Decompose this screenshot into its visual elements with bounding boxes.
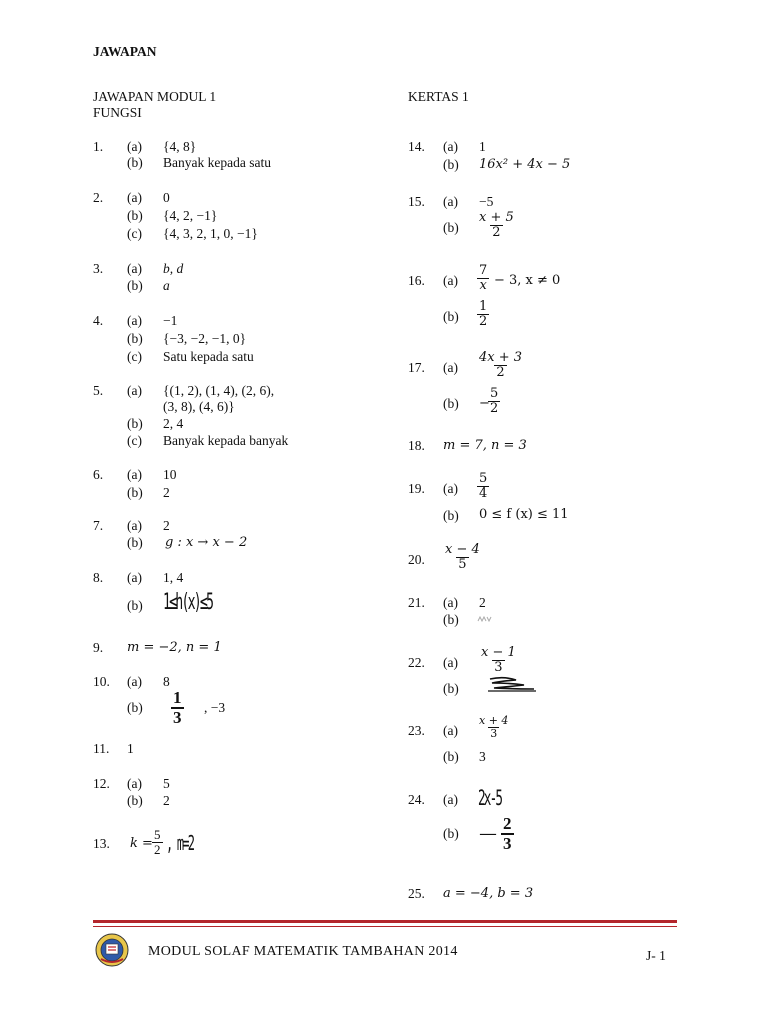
part-label: (b): [127, 700, 143, 715]
fraction-numerator: 5: [490, 386, 499, 401]
fraction-denominator: 5: [458, 557, 467, 572]
fraction-denominator: x: [479, 278, 487, 293]
part-label: (b): [127, 155, 143, 170]
answer: Banyak kepada banyak: [163, 433, 289, 448]
section-subtitle: FUNGSI: [93, 105, 142, 120]
answer: b, d: [163, 261, 184, 276]
fraction-answer: [171, 689, 184, 727]
part-label: (a): [443, 481, 458, 496]
fraction-numerator: x + 4: [479, 714, 509, 727]
part-label: (a): [127, 570, 142, 585]
question-number: 11.: [93, 741, 110, 756]
part-label: (b): [127, 208, 143, 223]
fraction-numerator: 1: [173, 688, 182, 707]
part-label: (b): [127, 416, 143, 431]
fraction-denominator: 4: [479, 486, 488, 501]
footer-title: MODUL SOLAF MATEMATIK TAMBAHAN 2014: [148, 944, 458, 959]
part-label: (b): [443, 749, 459, 764]
question-number: 23.: [408, 723, 425, 738]
fraction-answer: [501, 815, 514, 853]
fraction-denominator: 3: [494, 660, 503, 675]
part-label: (c): [127, 349, 142, 364]
answer: a = −4, b = 3: [443, 886, 534, 901]
fraction-answer: [477, 351, 524, 380]
part-label: (a): [443, 139, 458, 154]
answer: , −3: [204, 700, 226, 715]
answer: 2: [163, 793, 170, 808]
illegible-answer-image: [477, 614, 493, 624]
part-label: (a): [443, 655, 458, 670]
part-label: (b): [443, 612, 459, 627]
question-number: 22.: [408, 655, 425, 670]
scribbled-answer-image: [484, 676, 538, 694]
fraction-denominator: 2: [479, 314, 488, 329]
answer: Banyak kepada satu: [163, 155, 271, 170]
question-number: 19.: [408, 481, 425, 496]
negative-sign: —: [480, 825, 496, 842]
question-number: 17.: [408, 360, 425, 375]
answer: g : x → x − 2: [165, 535, 248, 550]
question-number: 1.: [93, 139, 104, 154]
question-number: 2.: [93, 190, 104, 205]
part-label: (a): [127, 313, 142, 328]
answer: 0 ≤ f (x) ≤ 11: [479, 507, 569, 522]
answer: 1: [127, 741, 134, 756]
part-label: (a): [127, 467, 142, 482]
question-number: 16.: [408, 273, 425, 288]
answer-continued: (3, 8), (4, 6)}: [163, 399, 235, 414]
fraction-answer: [477, 715, 510, 740]
part-label: (a): [127, 674, 142, 689]
part-label: (b): [443, 396, 459, 411]
part-label: (a): [443, 194, 458, 209]
fraction-numerator: x − 4: [445, 542, 480, 557]
answer: {(1, 2), (1, 4), (2, 6),: [163, 383, 275, 398]
answer: 2, 4: [163, 416, 184, 431]
answer: {4, 8}: [163, 139, 197, 154]
answer: 1: [479, 139, 486, 154]
answer: 2: [479, 595, 486, 610]
answer: {−3, −2, −1, 0}: [163, 331, 247, 346]
answer: −5: [479, 194, 494, 209]
part-label: (a): [127, 190, 142, 205]
answer: 2: [163, 518, 170, 533]
fraction-numerator: 4x + 3: [479, 350, 523, 365]
answer: − 3, x ≠ 0: [494, 273, 561, 288]
page-header-title: JAWAPAN: [93, 44, 157, 59]
answer: 10: [163, 467, 177, 482]
page-number: J- 1: [646, 948, 666, 963]
part-label: (b): [127, 793, 143, 808]
fraction-answer: [152, 828, 163, 857]
part-label: (a): [127, 776, 142, 791]
answer: m = −2, n = 1: [127, 640, 222, 655]
part-label: (b): [443, 220, 459, 235]
fraction-numerator: 5: [479, 471, 488, 486]
fraction-denominator: 3: [503, 834, 512, 853]
part-label: (c): [127, 433, 142, 448]
question-number: 10.: [93, 674, 110, 689]
question-number: 12.: [93, 776, 110, 791]
fraction-answer: [479, 646, 518, 675]
question-number: 9.: [93, 640, 104, 655]
question-number: 20.: [408, 552, 425, 567]
fraction-denominator: 2: [492, 225, 501, 240]
answer: m = 7, n = 3: [443, 438, 527, 453]
question-number: 14.: [408, 139, 425, 154]
question-number: 24.: [408, 792, 425, 807]
handwritten-answer: 2x-5: [478, 786, 502, 810]
question-number: 21.: [408, 595, 425, 610]
fraction-answer: [477, 300, 489, 329]
answer: 2: [163, 485, 170, 500]
fraction-answer: [477, 211, 516, 240]
part-label: (a): [127, 383, 142, 398]
fraction-denominator: 3: [490, 727, 498, 740]
fraction-answer: [477, 264, 489, 293]
fraction-denominator: 2: [154, 842, 161, 857]
fraction-denominator: 2: [490, 401, 499, 416]
fraction-numerator: 5: [154, 827, 161, 842]
part-label: (b): [127, 331, 143, 346]
footer-rule-thick: [93, 920, 677, 923]
answer: −1: [163, 313, 178, 328]
school-crest-icon: [95, 933, 129, 967]
handwritten-answer: , m=2: [166, 831, 194, 855]
fraction-numerator: x − 1: [481, 645, 516, 660]
paper-title: KERTAS 1: [408, 89, 469, 104]
section-title: JAWAPAN MODUL 1: [93, 89, 217, 104]
question-number: 4.: [93, 313, 104, 328]
question-number: 18.: [408, 438, 425, 453]
answer: {4, 2, −1}: [163, 208, 218, 223]
part-label: (b): [127, 535, 143, 550]
part-label: (a): [443, 360, 458, 375]
part-label: (a): [443, 723, 458, 738]
answer: 1, 4: [163, 570, 184, 585]
fraction-answer: [443, 543, 482, 572]
answer: 0: [163, 190, 170, 205]
question-number: 7.: [93, 518, 104, 533]
equation-lhs: k =: [130, 836, 153, 851]
part-label: (b): [127, 598, 143, 613]
answer: 3: [479, 749, 486, 764]
question-number: 13.: [93, 836, 110, 851]
fraction-denominator: 3: [173, 708, 182, 727]
answer: Satu kepada satu: [163, 349, 254, 364]
part-label: (a): [443, 792, 458, 807]
answer: 8: [163, 674, 170, 689]
fraction-denominator: 2: [496, 365, 505, 380]
handwritten-answer: 1≤h(x)≤5: [163, 590, 213, 615]
part-label: (b): [443, 681, 459, 696]
answer: 5: [163, 776, 170, 791]
answer: a: [163, 278, 170, 293]
question-number: 25.: [408, 886, 425, 901]
fraction-numerator: x + 5: [479, 210, 514, 225]
part-label: (b): [443, 157, 459, 172]
part-label: (b): [443, 309, 459, 324]
part-label: (a): [127, 261, 142, 276]
fraction-answer: [477, 472, 489, 501]
question-number: 8.: [93, 570, 104, 585]
fraction-answer: [488, 387, 500, 416]
part-label: (b): [443, 508, 459, 523]
negative-sign: −: [479, 396, 490, 411]
part-label: (c): [127, 226, 142, 241]
fraction-numerator: 2: [503, 814, 512, 833]
part-label: (a): [127, 518, 142, 533]
footer-rule-thin: [93, 926, 677, 927]
fraction-numerator: 7: [479, 263, 488, 278]
question-number: 6.: [93, 467, 104, 482]
fraction-numerator: 1: [479, 299, 488, 314]
answer: 16x² + 4x − 5: [479, 157, 571, 172]
question-number: 3.: [93, 261, 104, 276]
part-label: (a): [443, 273, 458, 288]
question-number: 5.: [93, 383, 104, 398]
part-label: (a): [443, 595, 458, 610]
part-label: (b): [443, 826, 459, 841]
part-label: (b): [127, 485, 143, 500]
part-label: (b): [127, 278, 143, 293]
answer: {4, 3, 2, 1, 0, −1}: [163, 226, 258, 241]
part-label: (a): [127, 139, 142, 154]
question-number: 15.: [408, 194, 425, 209]
